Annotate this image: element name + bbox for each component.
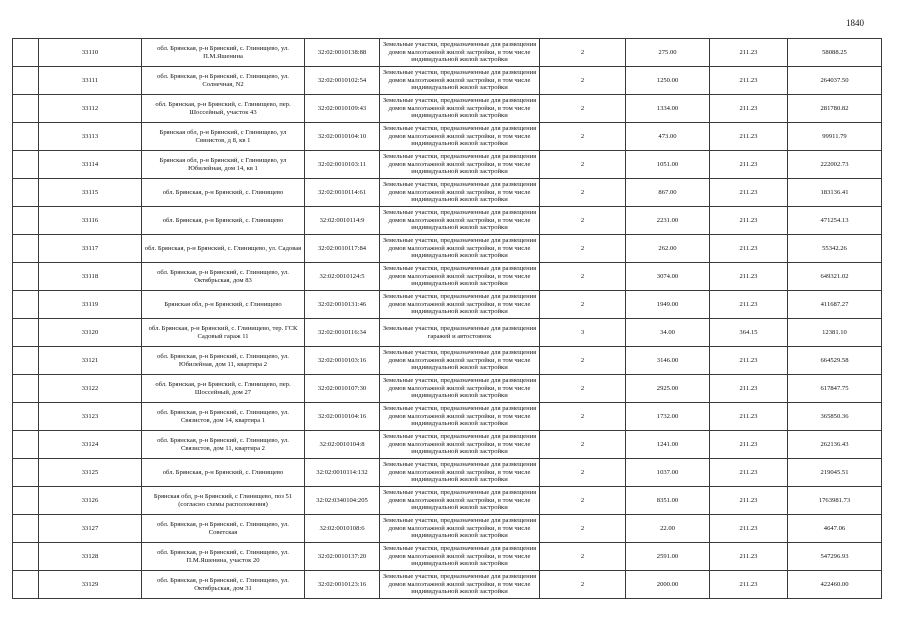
area-cell: 2591.00 bbox=[626, 543, 710, 571]
cadastral-value-cell: 55342.26 bbox=[788, 235, 882, 263]
cadastral-number-cell: 32:02:0010107:30 bbox=[305, 375, 380, 403]
table-row bbox=[13, 179, 882, 207]
cadastral-number-cell: 32:02:0340104:205 bbox=[305, 487, 380, 515]
table-row bbox=[13, 431, 882, 459]
specific-value-cell: 211.23 bbox=[710, 179, 788, 207]
row-number-cell: 33118 bbox=[39, 263, 142, 291]
cadastral-number-cell: 32:02:0010102:54 bbox=[305, 67, 380, 95]
blank-cell bbox=[13, 515, 39, 543]
land-use-description-cell: Земельные участки, предназначенные для размещения домов малоэтажной жилой застройки, в том числе индивидуальной жилой застройки bbox=[380, 263, 540, 291]
cadastral-value-cell: 58088.25 bbox=[788, 39, 882, 67]
blank-cell bbox=[13, 39, 39, 67]
cadastral-value-cell: 222002.73 bbox=[788, 151, 882, 179]
blank-cell bbox=[13, 459, 39, 487]
address-cell: Брянская обл, р-н Брянский, с Глинищево, поз 51 (согласно схемы расположения) bbox=[142, 487, 305, 515]
land-use-description-cell: Земельные участки, предназначенные для размещения домов малоэтажной жилой застройки, в том числе индивидуальной жилой застройки bbox=[380, 347, 540, 375]
row-number-cell: 33120 bbox=[39, 319, 142, 347]
blank-cell bbox=[13, 431, 39, 459]
land-use-description-cell: Земельные участки, предназначенные для размещения домов малоэтажной жилой застройки, в том числе индивидуальной жилой застройки bbox=[380, 515, 540, 543]
area-cell: 2925.00 bbox=[626, 375, 710, 403]
group-cell: 2 bbox=[540, 431, 626, 459]
blank-cell bbox=[13, 375, 39, 403]
group-cell: 3 bbox=[540, 319, 626, 347]
cadastral-number-cell: 32:02:0010117:84 bbox=[305, 235, 380, 263]
specific-value-cell: 211.23 bbox=[710, 67, 788, 95]
cadastral-number-cell: 32:02:0010104:8 bbox=[305, 431, 380, 459]
area-cell: 1241.00 bbox=[626, 431, 710, 459]
address-cell: обл. Брянская, р-н Брянский, с. Глинищево, пер. Шоссейный, участок 43 bbox=[142, 95, 305, 123]
specific-value-cell: 211.23 bbox=[710, 263, 788, 291]
cadastral-number-cell: 32:02:0010103:11 bbox=[305, 151, 380, 179]
group-cell: 2 bbox=[540, 39, 626, 67]
land-use-description-cell: Земельные участки, предназначенные для размещения домов малоэтажной жилой застройки, в том числе индивидуальной жилой застройки bbox=[380, 207, 540, 235]
cadastral-value-cell: 4647.06 bbox=[788, 515, 882, 543]
row-number-cell: 33110 bbox=[39, 39, 142, 67]
specific-value-cell: 211.23 bbox=[710, 123, 788, 151]
address-cell: Брянская обл, р-н Брянский, с Глинищево bbox=[142, 291, 305, 319]
cadastral-number-cell: 32:02:0010124:5 bbox=[305, 263, 380, 291]
cadastral-value-cell: 365850.36 bbox=[788, 403, 882, 431]
specific-value-cell: 211.23 bbox=[710, 403, 788, 431]
cadastral-value-cell: 411687.27 bbox=[788, 291, 882, 319]
blank-cell bbox=[13, 179, 39, 207]
blank-cell bbox=[13, 347, 39, 375]
area-cell: 1051.00 bbox=[626, 151, 710, 179]
cadastral-value-cell: 422460.00 bbox=[788, 571, 882, 599]
cadastral-value-cell: 264037.50 bbox=[788, 67, 882, 95]
group-cell: 2 bbox=[540, 263, 626, 291]
specific-value-cell: 211.23 bbox=[710, 431, 788, 459]
table-row bbox=[13, 95, 882, 123]
group-cell: 2 bbox=[540, 95, 626, 123]
cadastral-value-cell: 99911.79 bbox=[788, 123, 882, 151]
row-number-cell: 33111 bbox=[39, 67, 142, 95]
table-row bbox=[13, 459, 882, 487]
blank-cell bbox=[13, 487, 39, 515]
row-number-cell: 33126 bbox=[39, 487, 142, 515]
group-cell: 2 bbox=[540, 543, 626, 571]
row-number-cell: 33128 bbox=[39, 543, 142, 571]
cadastral-value-cell: 471254.13 bbox=[788, 207, 882, 235]
group-cell: 2 bbox=[540, 67, 626, 95]
cadastral-number-cell: 32:02:0010138:88 bbox=[305, 39, 380, 67]
group-cell: 2 bbox=[540, 571, 626, 599]
address-cell: обл. Брянская, р-н Брянский, с. Глинищево, ул. Октябрьская, дом 83 bbox=[142, 263, 305, 291]
address-cell: обл. Брянская, р-н Брянский, с. Глинищево, ул. Связистов, дом 14, квартира 1 bbox=[142, 403, 305, 431]
group-cell: 2 bbox=[540, 291, 626, 319]
table-row bbox=[13, 291, 882, 319]
row-number-cell: 33116 bbox=[39, 207, 142, 235]
blank-cell bbox=[13, 67, 39, 95]
row-number-cell: 33113 bbox=[39, 123, 142, 151]
specific-value-cell: 211.23 bbox=[710, 39, 788, 67]
specific-value-cell: 364.15 bbox=[710, 319, 788, 347]
specific-value-cell: 211.23 bbox=[710, 487, 788, 515]
table-row bbox=[13, 263, 882, 291]
blank-cell bbox=[13, 571, 39, 599]
cadastral-number-cell: 32:02:0010108:6 bbox=[305, 515, 380, 543]
table-row bbox=[13, 151, 882, 179]
cadastral-number-cell: 32:02:0010114:9 bbox=[305, 207, 380, 235]
cadastral-number-cell: 32:02:0010131:46 bbox=[305, 291, 380, 319]
area-cell: 1949.00 bbox=[626, 291, 710, 319]
area-cell: 262.00 bbox=[626, 235, 710, 263]
land-use-description-cell: Земельные участки, предназначенные для размещения домов малоэтажной жилой застройки, в том числе индивидуальной жилой застройки bbox=[380, 571, 540, 599]
row-number-cell: 33124 bbox=[39, 431, 142, 459]
group-cell: 2 bbox=[540, 515, 626, 543]
area-cell: 3074.00 bbox=[626, 263, 710, 291]
address-cell: обл. Брянская, р-н Брянский, с. Глинищево, ул. П.М.Яшенина, участок 20 bbox=[142, 543, 305, 571]
specific-value-cell: 211.23 bbox=[710, 235, 788, 263]
table-row bbox=[13, 207, 882, 235]
blank-cell bbox=[13, 207, 39, 235]
group-cell: 2 bbox=[540, 487, 626, 515]
row-number-cell: 33127 bbox=[39, 515, 142, 543]
row-number-cell: 33115 bbox=[39, 179, 142, 207]
cadastral-value-cell: 219045.51 bbox=[788, 459, 882, 487]
group-cell: 2 bbox=[540, 123, 626, 151]
area-cell: 2000.00 bbox=[626, 571, 710, 599]
area-cell: 275.00 bbox=[626, 39, 710, 67]
blank-cell bbox=[13, 291, 39, 319]
address-cell: обл. Брянская, р-н Брянский, с. Глинищево, ул. Связистов, дом 11, квартира 2 bbox=[142, 431, 305, 459]
address-cell: обл. Брянская, р-н Брянский, с. Глинищево, тер. ГСК Садовый гараж 11 bbox=[142, 319, 305, 347]
table-row bbox=[13, 375, 882, 403]
area-cell: 22.00 bbox=[626, 515, 710, 543]
area-cell: 473.00 bbox=[626, 123, 710, 151]
address-cell: обл. Брянская, р-н Брянский, с. Глинищево, ул. Солнечная, N2 bbox=[142, 67, 305, 95]
table-row bbox=[13, 403, 882, 431]
row-number-cell: 33121 bbox=[39, 347, 142, 375]
row-number-cell: 33125 bbox=[39, 459, 142, 487]
blank-cell bbox=[13, 543, 39, 571]
area-cell: 1732.00 bbox=[626, 403, 710, 431]
table-row bbox=[13, 515, 882, 543]
row-number-cell: 33114 bbox=[39, 151, 142, 179]
cadastral-number-cell: 32:02:0010116:34 bbox=[305, 319, 380, 347]
cadastral-value-cell: 183136.41 bbox=[788, 179, 882, 207]
address-cell: обл. Брянская, р-н Брянский, с. Глинищево, ул. Октябрьская, дом 31 bbox=[142, 571, 305, 599]
address-cell: обл. Брянская, р-н Брянский, с. Глинищево, ул. Юбилейная, дом 11, квартира 2 bbox=[142, 347, 305, 375]
cadastral-value-cell: 664529.58 bbox=[788, 347, 882, 375]
row-number-cell: 33123 bbox=[39, 403, 142, 431]
land-use-description-cell: Земельные участки, предназначенные для размещения домов малоэтажной жилой застройки, в том числе индивидуальной жилой застройки bbox=[380, 39, 540, 67]
specific-value-cell: 211.23 bbox=[710, 291, 788, 319]
blank-cell bbox=[13, 123, 39, 151]
cadastral-value-cell: 262136.43 bbox=[788, 431, 882, 459]
area-cell: 3146.00 bbox=[626, 347, 710, 375]
group-cell: 2 bbox=[540, 235, 626, 263]
land-use-description-cell: Земельные участки, предназначенные для размещения домов малоэтажной жилой застройки, в том числе индивидуальной жилой застройки bbox=[380, 151, 540, 179]
specific-value-cell: 211.23 bbox=[710, 95, 788, 123]
cadastral-number-cell: 32:02:0010109:43 bbox=[305, 95, 380, 123]
group-cell: 2 bbox=[540, 207, 626, 235]
table-row bbox=[13, 123, 882, 151]
land-use-description-cell: Земельные участки, предназначенные для размещения домов малоэтажной жилой застройки, в том числе индивидуальной жилой застройки bbox=[380, 431, 540, 459]
land-use-description-cell: Земельные участки, предназначенные для размещения домов малоэтажной жилой застройки, в том числе индивидуальной жилой застройки bbox=[380, 543, 540, 571]
blank-cell bbox=[13, 319, 39, 347]
group-cell: 2 bbox=[540, 179, 626, 207]
row-number-cell: 33122 bbox=[39, 375, 142, 403]
land-use-description-cell: Земельные участки, предназначенные для размещения домов малоэтажной жилой застройки, в том числе индивидуальной жилой застройки bbox=[380, 67, 540, 95]
area-cell: 34.00 bbox=[626, 319, 710, 347]
area-cell: 1250.00 bbox=[626, 67, 710, 95]
cadastral-value-cell: 12381.10 bbox=[788, 319, 882, 347]
row-number-cell: 33119 bbox=[39, 291, 142, 319]
land-use-description-cell: Земельные участки, предназначенные для размещения домов малоэтажной жилой застройки, в том числе индивидуальной жилой застройки bbox=[380, 123, 540, 151]
land-use-description-cell: Земельные участки, предназначенные для размещения гаражей и автостоянок bbox=[380, 319, 540, 347]
area-cell: 2231.00 bbox=[626, 207, 710, 235]
specific-value-cell: 211.23 bbox=[710, 543, 788, 571]
cadastral-value-cell: 281780.82 bbox=[788, 95, 882, 123]
specific-value-cell: 211.23 bbox=[710, 207, 788, 235]
table-row bbox=[13, 67, 882, 95]
area-cell: 1334.00 bbox=[626, 95, 710, 123]
group-cell: 2 bbox=[540, 459, 626, 487]
address-cell: Брянская обл, р-н Брянский, с Глинищево, ул Связистов, д 8, кв 1 bbox=[142, 123, 305, 151]
land-use-description-cell: Земельные участки, предназначенные для размещения домов малоэтажной жилой застройки, в том числе индивидуальной жилой застройки bbox=[380, 235, 540, 263]
row-number-cell: 33112 bbox=[39, 95, 142, 123]
cadastral-number-cell: 32:02:0010114:61 bbox=[305, 179, 380, 207]
table-row bbox=[13, 571, 882, 599]
cadastral-value-cell: 617847.75 bbox=[788, 375, 882, 403]
address-cell: обл. Брянская, р-н Брянский, с. Глинищево bbox=[142, 459, 305, 487]
land-use-description-cell: Земельные участки, предназначенные для размещения домов малоэтажной жилой застройки, в том числе индивидуальной жилой застройки bbox=[380, 291, 540, 319]
blank-cell bbox=[13, 151, 39, 179]
row-number-cell: 33117 bbox=[39, 235, 142, 263]
page-number: 1840 bbox=[846, 18, 864, 28]
area-cell: 8351.00 bbox=[626, 487, 710, 515]
address-cell: обл. Брянская, р-н Брянский, с. Глинищево, пер. Шоссейный, дом 27 bbox=[142, 375, 305, 403]
specific-value-cell: 211.23 bbox=[710, 459, 788, 487]
land-use-description-cell: Земельные участки, предназначенные для размещения домов малоэтажной жилой застройки, в том числе индивидуальной жилой застройки bbox=[380, 487, 540, 515]
specific-value-cell: 211.23 bbox=[710, 151, 788, 179]
cadastral-value-cell: 547296.93 bbox=[788, 543, 882, 571]
address-cell: обл. Брянская, р-н Брянский, с. Глинищево bbox=[142, 207, 305, 235]
table-body bbox=[13, 39, 882, 599]
blank-cell bbox=[13, 403, 39, 431]
blank-cell bbox=[13, 263, 39, 291]
land-use-description-cell: Земельные участки, предназначенные для размещения домов малоэтажной жилой застройки, в том числе индивидуальной жилой застройки bbox=[380, 95, 540, 123]
cadastral-value-table bbox=[12, 38, 882, 599]
address-cell: Брянская обл, р-н Брянский, с Глинищево, ул Юбилейная, дом 14, кв 1 bbox=[142, 151, 305, 179]
group-cell: 2 bbox=[540, 347, 626, 375]
table-row bbox=[13, 347, 882, 375]
land-use-description-cell: Земельные участки, предназначенные для размещения домов малоэтажной жилой застройки, в том числе индивидуальной жилой застройки bbox=[380, 403, 540, 431]
specific-value-cell: 211.23 bbox=[710, 375, 788, 403]
table-row bbox=[13, 487, 882, 515]
row-number-cell: 33129 bbox=[39, 571, 142, 599]
address-cell: обл. Брянская, р-н Брянский, с. Глинищево, ул. Садовая bbox=[142, 235, 305, 263]
address-cell: обл. Брянская, р-н Брянский, с. Глинищево bbox=[142, 179, 305, 207]
area-cell: 867.00 bbox=[626, 179, 710, 207]
group-cell: 2 bbox=[540, 403, 626, 431]
cadastral-value-cell: 649321.02 bbox=[788, 263, 882, 291]
cadastral-number-cell: 32:02:0010123:16 bbox=[305, 571, 380, 599]
area-cell: 1037.00 bbox=[626, 459, 710, 487]
cadastral-value-cell: 1763981.73 bbox=[788, 487, 882, 515]
specific-value-cell: 211.23 bbox=[710, 571, 788, 599]
table-row bbox=[13, 235, 882, 263]
cadastral-number-cell: 32:02:0010114:132 bbox=[305, 459, 380, 487]
group-cell: 2 bbox=[540, 151, 626, 179]
land-use-description-cell: Земельные участки, предназначенные для размещения домов малоэтажной жилой застройки, в том числе индивидуальной жилой застройки bbox=[380, 179, 540, 207]
specific-value-cell: 211.23 bbox=[710, 515, 788, 543]
address-cell: обл. Брянская, р-н Брянский, с. Глинищево, ул. Советская bbox=[142, 515, 305, 543]
table-row bbox=[13, 543, 882, 571]
blank-cell bbox=[13, 95, 39, 123]
specific-value-cell: 211.23 bbox=[710, 347, 788, 375]
blank-cell bbox=[13, 235, 39, 263]
cadastral-number-cell: 32:02:0010103:16 bbox=[305, 347, 380, 375]
group-cell: 2 bbox=[540, 375, 626, 403]
land-use-description-cell: Земельные участки, предназначенные для размещения домов малоэтажной жилой застройки, в том числе индивидуальной жилой застройки bbox=[380, 459, 540, 487]
land-use-description-cell: Земельные участки, предназначенные для размещения домов малоэтажной жилой застройки, в том числе индивидуальной жилой застройки bbox=[380, 375, 540, 403]
address-cell: обл. Брянская, р-н Брянский, с. Глинищево, ул. П.М.Яшенина bbox=[142, 39, 305, 67]
cadastral-number-cell: 32:02:0010104:10 bbox=[305, 123, 380, 151]
table-row bbox=[13, 319, 882, 347]
table-row bbox=[13, 39, 882, 67]
cadastral-number-cell: 32:02:0010137:20 bbox=[305, 543, 380, 571]
cadastral-number-cell: 32:02:0010104:16 bbox=[305, 403, 380, 431]
